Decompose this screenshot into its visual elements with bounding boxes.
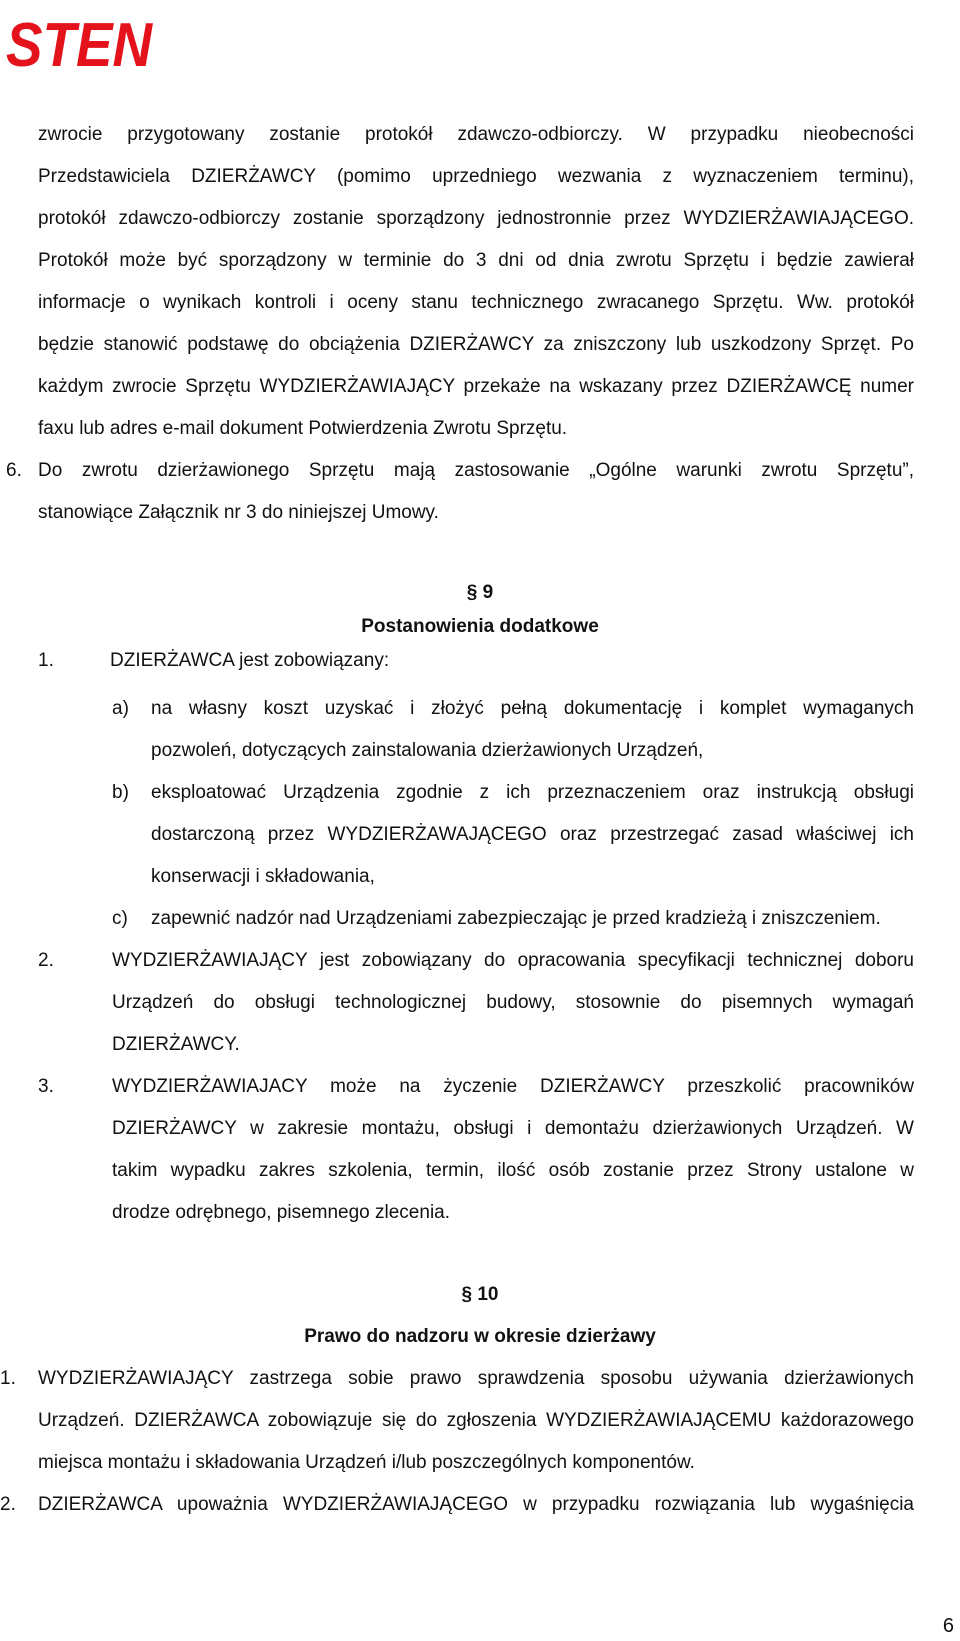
s10-item-2-number: 2.	[0, 1494, 16, 1515]
intro-line-6: będzie stanowić podstawę do obciążenia DZIERŻAWCY za zniszczony lub uszkodzony Sprzęt. Po	[38, 334, 914, 355]
section-9-number: § 9	[466, 582, 494, 603]
s9-sub-b-letter: b)	[112, 782, 129, 803]
s10-item-1-line-2: Urządzeń. DZIERŻAWCA zobowiązuje się do zgłoszenia WYDZIERŻAWIAJĄCEMU każdorazowego	[38, 1410, 914, 1431]
svg-text:STEN: STEN	[6, 14, 154, 74]
intro-line-5: informacje o wynikach kontroli i oceny stanu technicznego zwracanego Sprzętu. Ww. protokół	[38, 292, 914, 313]
s10-item-2-line-1: DZIERŻAWCA upoważnia WYDZIERŻAWIAJĄCEGO w przypadku rozwiązania lub wygaśnięcia	[38, 1494, 914, 1515]
intro-line-4: Protokół może być sporządzony w terminie do 3 dni od dnia zwrotu Sprzętu i będzie zawierał	[38, 250, 914, 271]
s9-sub-a-line-1: na własny koszt uzyskać i złożyć pełną dokumentację i komplet wymaganych	[151, 698, 914, 719]
intro-line-7: każdym zwrocie Sprzętu WYDZIERŻAWIAJĄCY przekaże na wskazany przez DZIERŻAWCĘ numer	[38, 376, 914, 397]
s10-item-1-line-1: WYDZIERŻAWIAJĄCY zastrzega sobie prawo sprawdzenia sposobu używania dzierżawionych	[38, 1368, 914, 1389]
s9-item-2-line-1: WYDZIERŻAWIAJĄCY jest zobowiązany do opracowania specyfikacji technicznej doboru	[112, 950, 914, 971]
item-6-line-1: Do zwrotu dzierżawionego Sprzętu mają zastosowanie „Ogólne warunki zwrotu Sprzętu”,	[38, 460, 914, 481]
s9-sub-a-letter: a)	[112, 698, 129, 719]
section-9-title: Postanowienia dodatkowe	[361, 616, 599, 637]
item-6-line-2: stanowiące Załącznik nr 3 do niniejszej Umowy.	[38, 502, 439, 523]
s9-item-3-line-2: DZIERŻAWCY w zakresie montażu, obsługi i demontażu dzierżawionych Urządzeń. W	[112, 1118, 914, 1139]
s9-item-1-text: DZIERŻAWCA jest zobowiązany:	[110, 650, 390, 671]
s9-item-3-number: 3.	[38, 1076, 54, 1097]
intro-line-3: protokół zdawczo-odbiorczy zostanie sporządzony jednostronnie przez WYDZIERŻAWIAJĄCEGO.	[38, 208, 914, 229]
section-10-number: § 10	[461, 1284, 499, 1305]
s10-item-1-number: 1.	[0, 1368, 16, 1389]
s9-item-2-line-3: DZIERŻAWCY.	[112, 1034, 240, 1055]
s9-item-3-line-4: drodze odrębnego, pisemnego zlecenia.	[112, 1202, 451, 1223]
s9-sub-c-line-1: zapewnić nadzór nad Urządzeniami zabezpieczając je przed kradzieżą i zniszczeniem.	[151, 908, 881, 929]
page-number: 6	[942, 1615, 954, 1637]
s9-sub-a-line-2: pozwoleń, dotyczących zainstalowania dzierżawionych Urządzeń,	[151, 740, 704, 761]
s9-sub-b-line-2: dostarczoną przez WYDZIERŻAWAJĄCEGO oraz przestrzegać zasad właściwej ich	[151, 824, 914, 845]
s9-item-2-number: 2.	[38, 950, 54, 971]
s9-item-1-number: 1.	[38, 650, 54, 671]
intro-line-1: zwrocie przygotowany zostanie protokół zdawczo-odbiorczy. W przypadku nieobecności	[38, 124, 914, 145]
item-6-number: 6.	[6, 460, 22, 481]
s10-item-1-line-3: miejsca montażu i składowania Urządzeń i/lub poszczególnych komponentów.	[38, 1452, 695, 1473]
s9-item-3-line-3: takim wypadku zakres szkolenia, termin, ilość osób zostanie przez Strony ustalone w	[112, 1160, 914, 1181]
s9-item-2-line-2: Urządzeń do obsługi technologicznej budowy, stosownie do pisemnych wymagań	[112, 992, 914, 1013]
s9-sub-c-letter: c)	[112, 908, 128, 929]
intro-line-8: faxu lub adres e-mail dokument Potwierdzenia Zwrotu Sprzętu.	[38, 418, 568, 439]
section-10-title: Prawo do nadzoru w okresie dzierżawy	[304, 1326, 656, 1347]
s9-item-3-line-1: WYDZIERŻAWIAJACY może na życzenie DZIERŻAWCY przeszkolić pracowników	[112, 1076, 914, 1097]
s9-sub-b-line-1: eksploatować Urządzenia zgodnie z ich przeznaczeniem oraz instrukcją obsługi	[151, 782, 914, 803]
s9-sub-b-line-3: konserwacji i składowania,	[151, 866, 375, 887]
intro-line-2: Przedstawiciela DZIERŻAWCY (pomimo uprzedniego wezwania z wyznaczeniem terminu),	[38, 166, 914, 187]
